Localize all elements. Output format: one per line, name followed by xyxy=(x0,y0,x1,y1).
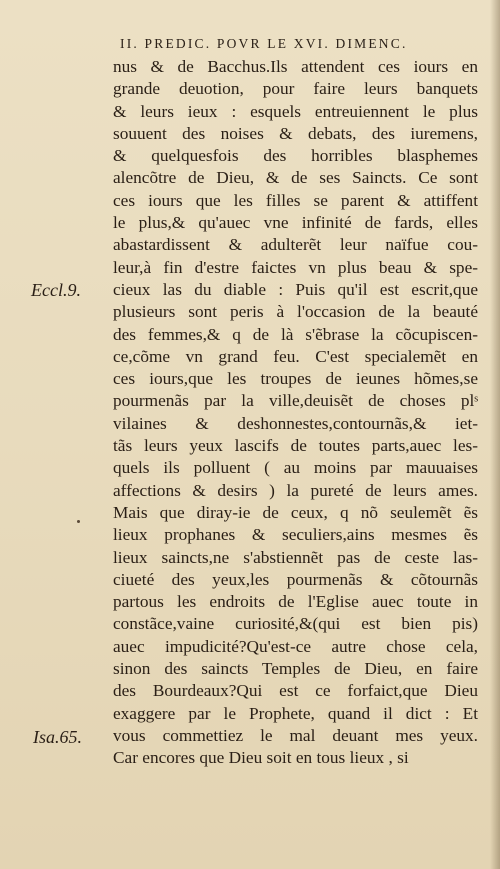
text-line: Car encores que Dieu soit en tous lieux , si xyxy=(113,748,409,768)
text-line: auec impudicité?Qu'est-ce autre chose cela, xyxy=(113,636,478,656)
text-line: lieux prophanes & seculiers,ains mesmes ẽs xyxy=(113,525,478,545)
text-line: exaggere par le Prophete, quand il dict : Et xyxy=(113,703,478,723)
text-line: alencõtre de Dieu, & de ses Saincts. Ce sont xyxy=(113,168,478,188)
page-edge-shadow xyxy=(490,0,500,869)
text-line: abastardissent & adulterẽt leur naïfue cou- xyxy=(113,235,478,255)
text-line: nus & de Bacchus.Ils attendent ces iours en xyxy=(113,57,478,76)
text-line: pourmenãs par la ville,deuisẽt de choses plˢ xyxy=(113,391,478,411)
text-line: ces iours,que les troupes de ieunes hõmes,se xyxy=(113,369,478,389)
text-line: vilaines & deshonnestes,contournãs,& iet- xyxy=(113,413,478,433)
text-line: vous commettiez le mal deuant mes yeux. xyxy=(113,725,478,745)
margin-mark xyxy=(77,520,80,523)
text-line: constãce,vaine curiosité,&(qui est bien pis) xyxy=(113,614,478,634)
text-line: & quelquesfois des horribles blasphemes xyxy=(113,146,478,166)
text-line: affections & desirs ) la pureté de leurs ames. xyxy=(113,480,478,500)
text-line: tãs leurs yeux lascifs de toutes parts,auec les- xyxy=(113,436,478,456)
text-line: lieux saincts,ne s'abstiennẽt pas de ceste las- xyxy=(113,547,478,567)
text-line: ce,cõme vn grand feu. C'est specialemẽt en xyxy=(113,346,478,366)
text-line: grande deuotion, pour faire leurs banquets xyxy=(113,79,478,99)
text-line: cieux las du diable : Puis qu'il est escrit,que xyxy=(113,279,478,299)
text-line: Mais que diray-ie de ceux, q nõ seulemẽt ẽs xyxy=(113,502,478,522)
text-line: leur,à fin d'estre faictes vn plus beau & spe- xyxy=(113,257,478,277)
text-line: souuent des noises & debats, des iuremens, xyxy=(113,123,478,143)
margin-note-isaiah: Isa.65. xyxy=(33,727,82,747)
text-line: ces iours que les filles se parent & attiffent xyxy=(113,190,478,210)
text-line: plusieurs sont peris à l'occasion de la beauté xyxy=(113,302,478,322)
text-line: quels ils polluent ( au moins par mauuaises xyxy=(113,458,478,478)
text-line: sinon des saincts Temples de Dieu, en faire xyxy=(113,659,478,679)
text-line: & leurs ieux : esquels entreuiennent le plus xyxy=(113,101,478,121)
text-line: des femmes,& q de là s'ẽbrase la cõcupiscen- xyxy=(113,324,478,344)
text-line: partous les endroits de l'Eglise auec toute in xyxy=(113,592,478,612)
body-text xyxy=(113,56,478,770)
running-header: II. PREDIC. POVR LE XVI. DIMENC. xyxy=(120,36,408,51)
text-line: des Bourdeaux?Qui est ce forfaict,que Dieu xyxy=(113,681,478,701)
text-line: le plus,& qu'auec vne infinité de fards, elles xyxy=(113,213,478,233)
margin-note-ecclesiastes: Eccl.9. xyxy=(31,280,81,300)
text-line: ciueté des yeux,les pourmenãs & cõtournãs xyxy=(113,569,478,589)
